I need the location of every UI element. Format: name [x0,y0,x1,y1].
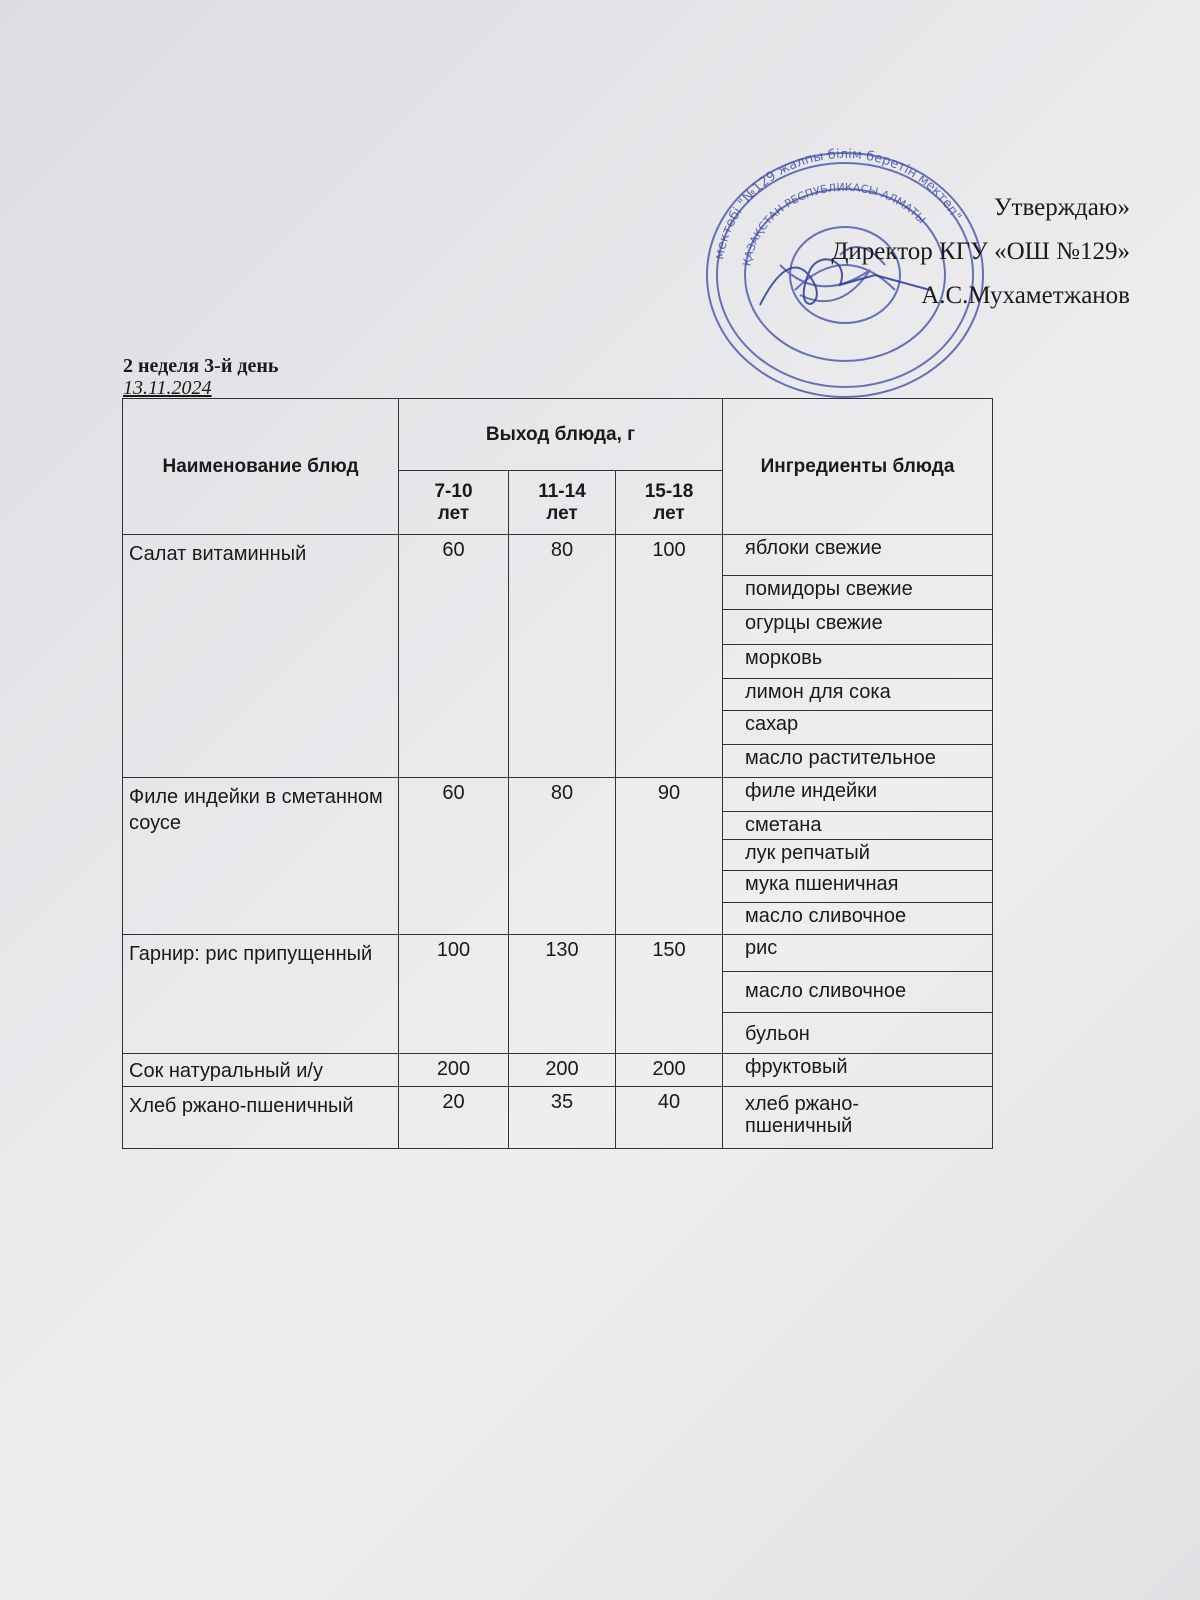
column-header-yield: Выход блюда, г [399,399,723,471]
ingredient-item: яблоки свежие [723,535,992,576]
ingredients-cell [723,778,993,935]
svg-text:ҚАЗАҚСТАН РЕСПУБЛИКАСЫ АЛМАТЫ: ҚАЗАҚСТАН РЕСПУБЛИКАСЫ АЛМАТЫ [740,180,929,268]
table-row [123,935,993,1054]
yield-15-18: 40 [616,1087,723,1149]
ingredient-item: сметана [723,812,992,840]
approval-heading: Утверждаю» [993,194,1130,221]
table-row [123,778,993,935]
yield-7-10: 20 [399,1087,509,1149]
table-row [123,535,993,778]
column-header-ingredients: Ингредиенты блюда [723,399,993,535]
ingredients-cell [723,1054,993,1087]
ingredient-item: мука пшеничная [723,871,992,903]
ingredient-item: морковь [723,645,992,679]
ingredient-item: фруктовый [745,1056,848,1078]
yield-11-14: 80 [509,778,616,935]
menu-date: 13.11.2024 [123,377,212,399]
yield-11-14: 130 [509,935,616,1054]
yield-15-18: 150 [616,935,723,1054]
ingredient-item: огурцы свежие [723,610,992,645]
yield-15-18: 100 [616,535,723,778]
ingredients-cell [723,935,993,1054]
ingredient-item: масло сливочное [723,972,992,1013]
dish-name: Салат витаминный [123,535,399,778]
table-row [123,1054,993,1087]
ingredient-item: масло растительное [745,747,936,769]
ingredients-cell [723,1087,993,1149]
table-row [123,1087,993,1149]
dish-name: Гарнир: рис припущенный [123,935,399,1054]
ingredient-item: филе индейки [723,778,992,812]
column-header-name: Наименование блюд [123,399,399,535]
yield-15-18: 200 [616,1054,723,1087]
yield-7-10: 200 [399,1054,509,1087]
dish-name: Филе индейки в сметанном соусе [123,778,399,935]
ingredients-cell [723,535,993,778]
menu-day-title: 2 неделя 3-й день [123,355,279,377]
age-header: 7-10 лет [399,471,509,535]
approval-position: Директор КГУ «ОШ №129» [831,238,1130,265]
ingredient-item: масло сливочное [745,905,907,927]
approval-block [831,186,1130,318]
yield-11-14: 200 [509,1054,616,1087]
dish-name: Сок натуральный и/у [123,1054,399,1087]
yield-15-18: 90 [616,778,723,935]
yield-7-10: 60 [399,535,509,778]
dish-name: Хлеб ржано-пшеничный [123,1087,399,1149]
ingredient-item: хлеб ржано-пшеничный [745,1093,860,1137]
approval-signer: А.С.Мухаметжанов [921,282,1130,309]
age-header: 15-18 лет [616,471,723,535]
ingredient-item: бульон [745,1023,810,1045]
ingredient-item: помидоры свежие [723,576,992,610]
ingredient-item: рис [723,935,992,972]
yield-11-14: 35 [509,1087,616,1149]
ingredient-item: лук репчатый [723,840,992,871]
ingredient-item: сахар [723,711,992,745]
yield-7-10: 100 [399,935,509,1054]
svg-text:мектебі "№129 жалпы білім бере: мектебі "№129 жалпы білім беретін мектеп" [712,147,964,261]
yield-11-14: 80 [509,535,616,778]
menu-table [122,398,993,1149]
age-header: 11-14 лет [509,471,616,535]
ingredient-item: лимон для сока [723,679,992,711]
yield-7-10: 60 [399,778,509,935]
